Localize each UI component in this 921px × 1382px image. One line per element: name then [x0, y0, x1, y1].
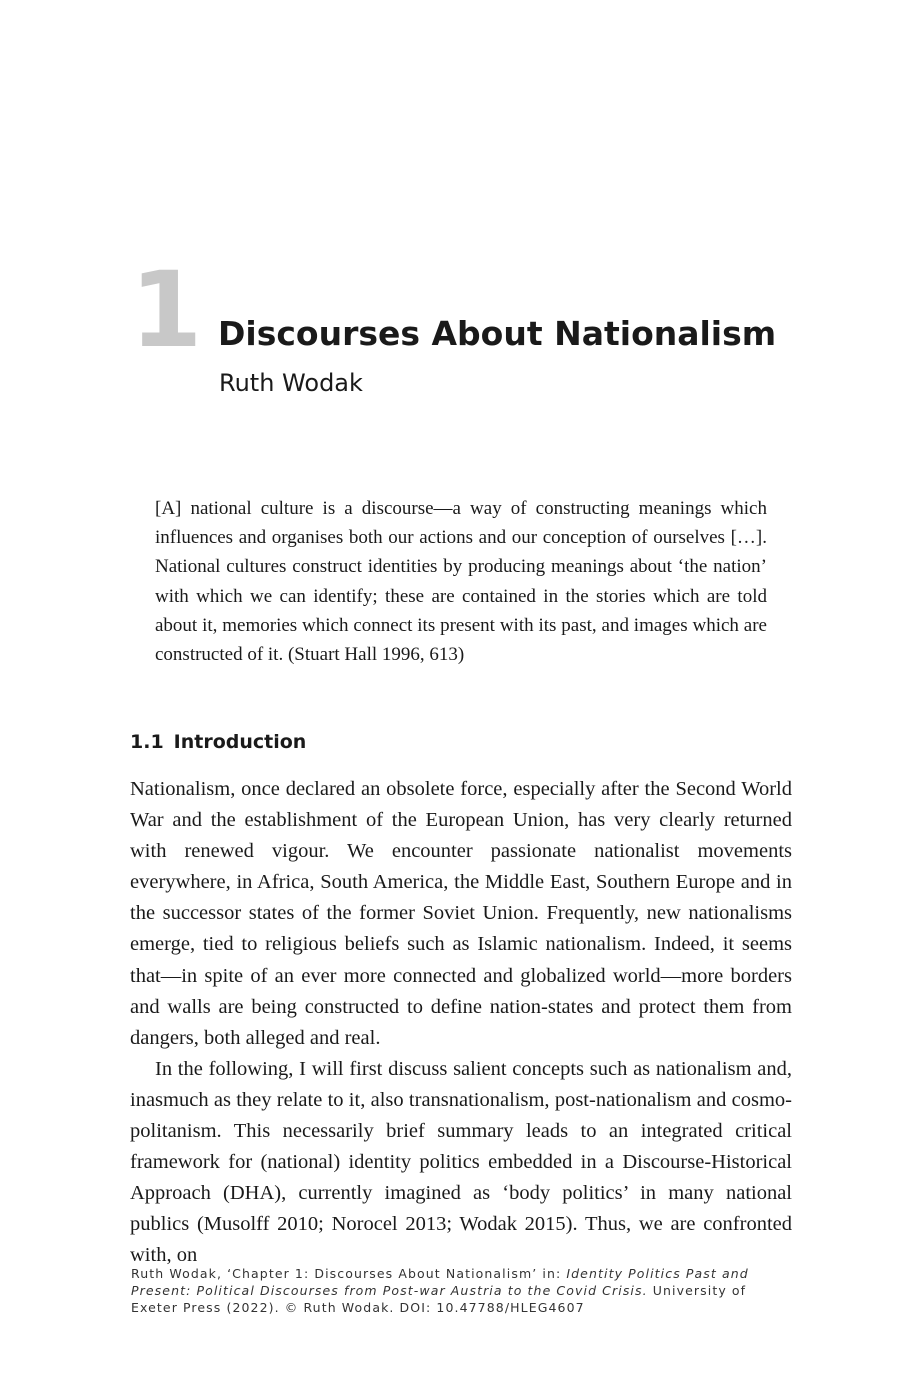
paragraph: Nationalism, once declared an obsolete force, especially after the Second World War and the establishment of the European Union, has very clearly returned with renewed vigour. We encounter passionate nationalist movements everywhere, in Africa, South America, the Middle East, Southern Europe and in the successor states of the former Soviet Union. Frequently, new nationalisms emerge, tied to religious beliefs such as Islamic nationalism. Indeed, it seems that—in spite of an ever more connected and globalized world—more borders and walls are being constructed to define nation-states and protect them from dangers, both alleged and real. — [130, 778, 792, 1049]
section-number: 1.1 — [130, 731, 164, 753]
citation-start: Ruth Wodak, ‘Chapter 1: Discourses About Nationalism’ in: — [131, 1266, 567, 1281]
epigraph-quote: [A] national culture is a discourse—a way of constructing meanings which influences and organises both our actions and our conception of ourselves […]. National cultures construct identities by producing meanings about ‘the nation’ with which we can identify; these are contained in the stories which are told about it, memories which connect its present with its past, and images which are constructed of it. (Stuart Hall 1996, 613) — [155, 498, 767, 666]
citation-end: University of Exeter Press (2022). © Ruth Wodak. DOI: 10.47788/HLEG4607 — [131, 1283, 747, 1315]
footer-citation — [131, 1265, 795, 1316]
chapter-title: Discourses About Nationalism — [218, 314, 777, 353]
chapter-number: 1 — [130, 249, 203, 371]
paragraph: In the following, I will first discuss salient concepts such as nationalism and, inasmuch as they relate to it, also transnationalism, post-nationalism and cosmopolitanism. This necessarily brief summary leads to an integrated critical framework for (national) identity politics embedded in a Discourse-Historical Approach (DHA), currently imagined as ‘body politics’ in many national publics (Musolff 2010; Norocel 2013; Wodak 2015). Thus, we are confronted with, on — [130, 1057, 792, 1267]
chapter-author: Ruth Wodak — [219, 369, 363, 397]
body-text — [130, 774, 792, 1272]
section-heading — [130, 728, 306, 756]
book-title: Identity Politics Past and Present: Political Discourses from Post-war Austria to the Covid Crisis. — [131, 1266, 749, 1298]
section-title: Introduction — [173, 731, 307, 753]
